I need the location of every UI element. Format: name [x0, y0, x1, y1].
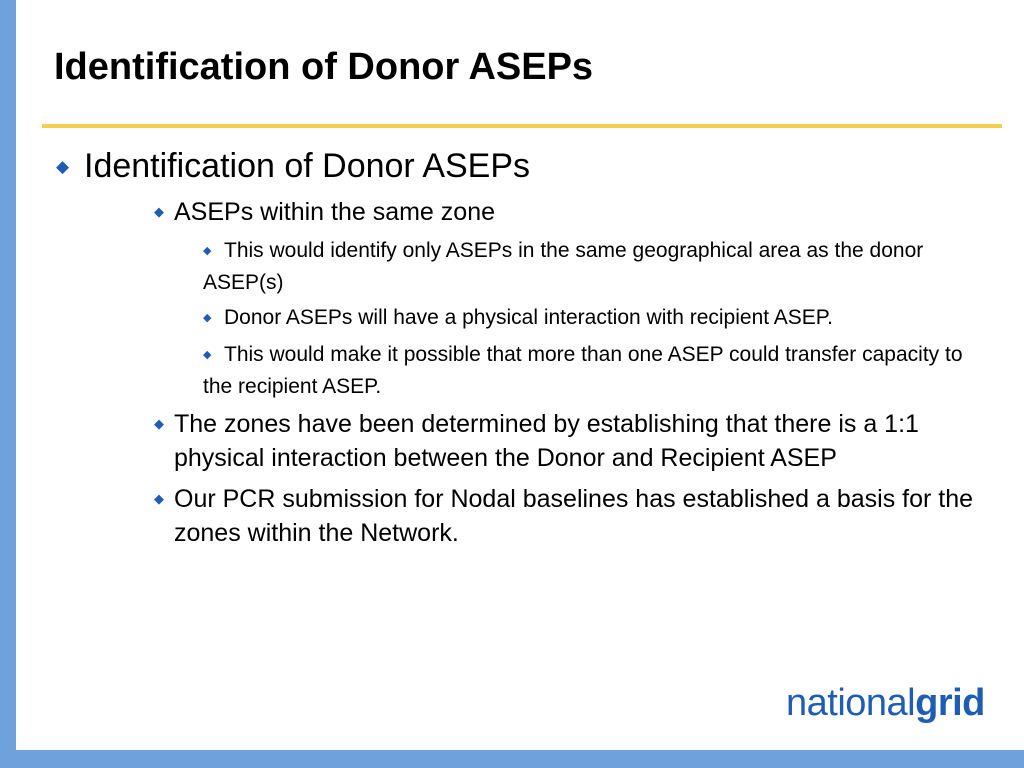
diamond-bullet-icon: ◆: [203, 349, 212, 361]
bullet-text: ASEPs within the same zone: [174, 198, 495, 226]
diamond-bullet-icon: ◆: [203, 312, 212, 324]
bullet-same-zone: [154, 195, 984, 229]
national-grid-logo: [786, 680, 985, 726]
bullet-text: This would make it possible that more than one ASEP could transfer capacity to the recipient ASEP.: [203, 343, 963, 398]
sub-bullet-physical-interaction: [203, 302, 983, 334]
diamond-bullet-icon: ◆: [154, 416, 164, 431]
sub-bullet-transfer-capacity: [203, 339, 983, 403]
title-divider: [42, 124, 1002, 128]
diamond-bullet-icon: ◆: [154, 491, 164, 506]
sub-bullet-geographical: [203, 235, 983, 299]
bullet-pcr-submission: [154, 482, 984, 550]
bullet-text: The zones have been determined by establishing that there is a 1:1 physical interaction between the Donor and Recipient ASEP: [174, 410, 919, 472]
bullet-text: Our PCR submission for Nodal baselines has established a basis for the zones within the Network.: [174, 485, 974, 547]
left-accent-bar: [0, 0, 16, 768]
bullet-text: Donor ASEPs will have a physical interaction with recipient ASEP.: [224, 306, 833, 329]
slide-title: Identification of Donor ASEPs: [54, 46, 594, 88]
bullet-level1: [56, 146, 531, 186]
diamond-bullet-icon: ◆: [154, 204, 164, 219]
diamond-bullet-icon: ◆: [56, 157, 70, 176]
logo-text-light: national: [786, 682, 916, 724]
diamond-bullet-icon: ◆: [203, 245, 212, 257]
logo-text-bold: grid: [915, 682, 985, 724]
bullet-text: This would identify only ASEPs in the same geographical area as the donor ASEP(s): [203, 239, 924, 294]
bottom-accent-bar: [0, 750, 1024, 768]
bullet-text: Identification of Donor ASEPs: [84, 147, 531, 185]
bullet-zones-determined: [154, 407, 984, 475]
